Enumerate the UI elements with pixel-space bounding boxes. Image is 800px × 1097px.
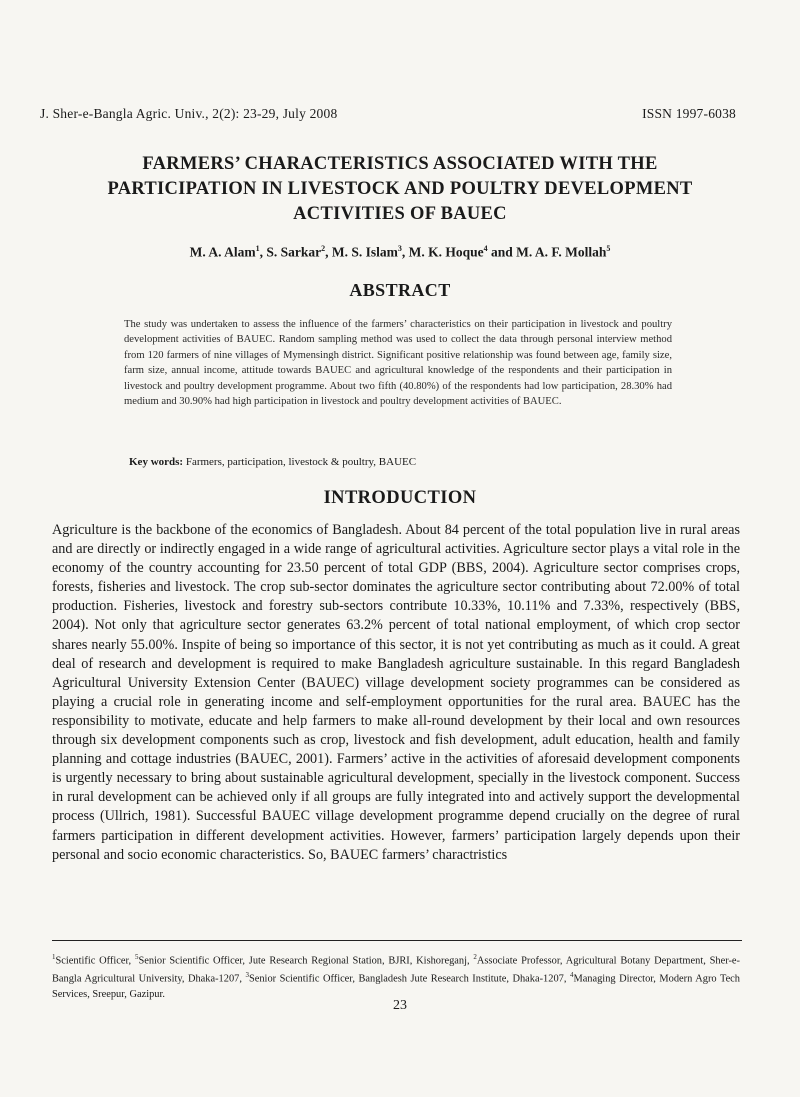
footnote-text: Senior Scientific Officer, Jute Research Regional Station, BJRI, Kishoreganj, [138,955,474,967]
author-name: M. K. Hoque [408,244,484,260]
footnote-text: Senior Scientific Officer, Bangladesh Jute Research Institute, Dhaka-1207, [248,973,570,985]
keywords-label: Key words: [129,456,184,468]
introduction-text: Agriculture is the backbone of the economics of Bangladesh. About 84 percent of the total population live in rural areas and are directly or indirectly engaged in a wide range of agricultural activities. Agriculture sector plays a vital role in the economy of the country accounting for 23.50 percent of total GDP (BBS, 2004). Agriculture sector comprises crops, forests, fisheries and livestock. The crop sub-sector dominates the agriculture sector contributing about 72.00% of total production. Fisheries, livestock and forestry sub-sectors contribute 10.33%, 10.11% and 7.33%, respectively (BBS, 2004). Not only that agriculture sector generates 63.2% percent of total national employment, of which crop sector shares nearly 55.00%. Inspite of being so importance of this sector, it is not yet contributing as much as it could. A great deal of research and development is required to make Bangladesh agriculture sustainable. In this regard Bangladesh Agricultural University Extension Center (BAUEC) village development society programmes can be considered as playing a crucial role in generating income and self-employment opportunities for the rural area. BAUEC has the responsibility to motivate, educate and help farmers to make all-round development by their local and own resources through six development components such as crop, livestock and fish development, adult education, health and family planning and cottage industries (BAUEC, 2001). Farmers’ active in the activities of aforesaid development components is urgently necessary to bring about sustainable agricultural development, specially in the livestock component. Success in rural development can be achieved only if all groups are fully integrated into and actively support the developmental process (Ullrich, 1981). Successful BAUEC village development programme depend crucially on the degree of rural farmers participation in different development activities. However, farmers’ participation largely depends upon their personal and socio economic characteristics. So, BAUEC farmers’ charactristics [52,522,740,863]
author-name: M. A. F. Mollah [516,244,607,260]
footnote-mark: 5 [134,953,139,961]
footnote-mark: 4 [569,971,574,980]
footnote-text: Managing Director, Modern Agro Tech Services, Sreepur, Gazipur. [52,973,740,1000]
author-name: S. Sarkar [266,244,322,260]
title-line: FARMERS’ CHARACTERISTICS ASSOCIATED WITH THE [142,154,658,174]
author-separator: and [487,244,517,260]
author-list [40,244,760,261]
affiliation-mark: 1 [255,244,260,253]
affiliation-mark: 3 [397,244,402,253]
affiliation-footnote [52,950,740,1002]
paper-title [80,152,720,227]
issn: ISSN 1997-6038 [642,106,736,121]
author-name: M. S. Islam [331,244,398,260]
introduction-heading: INTRODUCTION [323,488,477,508]
title-line: PARTICIPATION IN LIVESTOCK AND POULTRY DEVELOPMENT [107,179,693,199]
page-number: 23 [393,998,407,1013]
author-separator: , [401,244,409,260]
abstract-heading: ABSTRACT [349,280,451,300]
keywords [129,456,416,468]
journal-citation: J. Sher-e-Bangla Agric. Univ., 2(2): 23-29, July 2008 [40,106,338,121]
footnote-text: Scientific Officer, [55,955,135,967]
title-line: ACTIVITIES OF BAUEC [293,204,507,224]
affiliation-mark: 4 [483,244,488,253]
footnote-mark: 2 [473,953,477,961]
author-separator: , [259,244,267,260]
affiliation-mark: 5 [606,244,611,253]
footnote-mark: 1 [52,953,56,961]
affiliation-mark: 2 [321,244,326,253]
author-separator: , [325,244,332,260]
footnote-divider [52,940,742,941]
footnote-mark: 3 [245,971,249,980]
abstract-text: The study was undertaken to assess the influence of the farmers’ characteristics on their participation in livestock and poultry development activities of BAUEC. Random sampling method was used to collect the data through personal interview method from 120 farmers of nine villages of Mymensingh district. Significant positive relationship was found between age, family size, farm size, annual income, attitude towards BAUEC and agricultural knowledge of the respondents and their participation in livestock and poultry development programme. About two fifth (40.80%) of the respondents had low participation, 28.30% had medium and 30.90% had high participation in livestock and poultry development activities of BAUEC. [124,319,672,408]
keywords-text: Farmers, participation, livestock & poultry, BAUEC [183,456,417,468]
running-header [40,106,736,122]
footnote-text: Associate Professor, Agricultural Botany Department, Sher-e-Bangla Agricultural University, Dhaka-1207, [52,955,740,985]
author-name: M. A. Alam [189,244,256,260]
